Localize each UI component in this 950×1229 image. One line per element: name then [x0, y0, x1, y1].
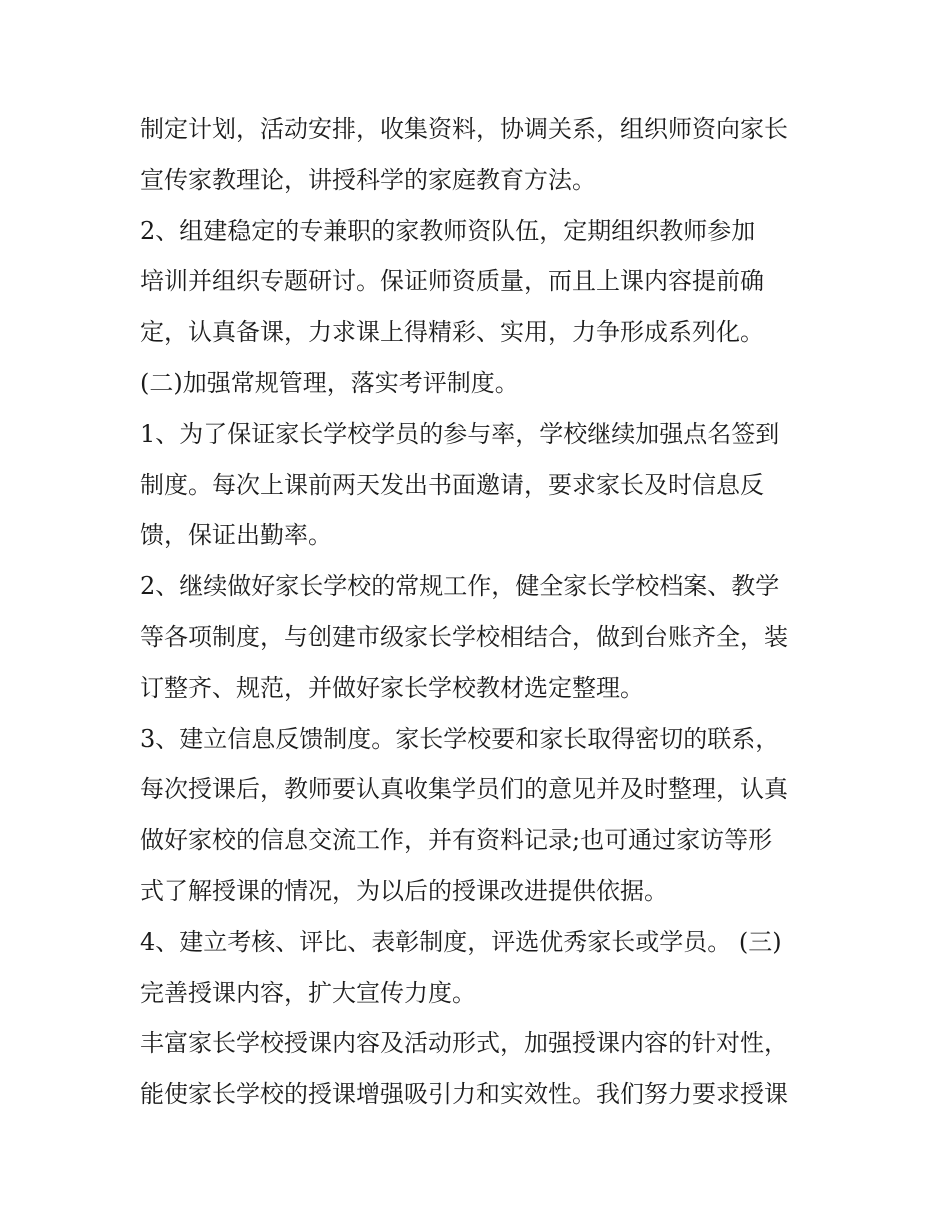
text-line: 制定计划，活动安排，收集资料，协调关系，组织师资向家长: [140, 115, 788, 143]
text-line: 做好家校的信息交流工作，并有资料记录;也可通过家访等形: [140, 826, 773, 855]
text-line: 2、组建稳定的专兼职的家教师资队伍，定期组织教师参加: [140, 216, 756, 245]
text-line: 制度。每次上课前两天发出书面邀请，要求家长及时信息反: [140, 470, 764, 499]
text-line: 式了解授课的情况，为以后的授课改进提供依据。: [140, 876, 668, 905]
text-line: 2、继续做好家长学校的常规工作，健全家长学校档案、教学: [140, 572, 780, 601]
text-line: 培训并组织专题研讨。保证师资质量，而且上课内容提前确: [140, 267, 764, 296]
section-heading-line: (二)加强常规管理，落实考评制度。: [140, 368, 519, 397]
text-line: 每次授课后，教师要认真收集学员们的意见并及时整理，认真: [140, 775, 788, 804]
text-line: 订整齐、规范，并做好家长学校教材选定整理。: [140, 673, 644, 702]
text-line: 能使家长学校的授课增强吸引力和实效性。我们努力要求授课: [140, 1080, 788, 1109]
text-line: 3、建立信息反馈制度。家长学校要和家长取得密切的联系，: [140, 724, 780, 753]
text-line: 馈，保证出勤率。: [140, 521, 332, 550]
text-line: 1、为了保证家长学校学员的参与率，学校继续加强点名签到: [140, 419, 780, 448]
text-line: 丰富家长学校授课内容及活动形式，加强授课内容的针对性，: [140, 1029, 788, 1058]
text-line: 等各项制度，与创建市级家长学校相结合，做到台账齐全，装: [140, 622, 788, 651]
text-line: 宣传家教理论，讲授科学的家庭教育方法。: [140, 165, 596, 194]
text-line: 完善授课内容，扩大宣传力度。: [140, 978, 476, 1007]
text-line: 4、建立考核、评比、表彰制度，评选优秀家长或学员。 (三): [140, 927, 782, 956]
document-body: [140, 104, 820, 1120]
text-line: 定，认真备课，力求课上得精彩、实用，力争形成系列化。: [140, 318, 764, 347]
